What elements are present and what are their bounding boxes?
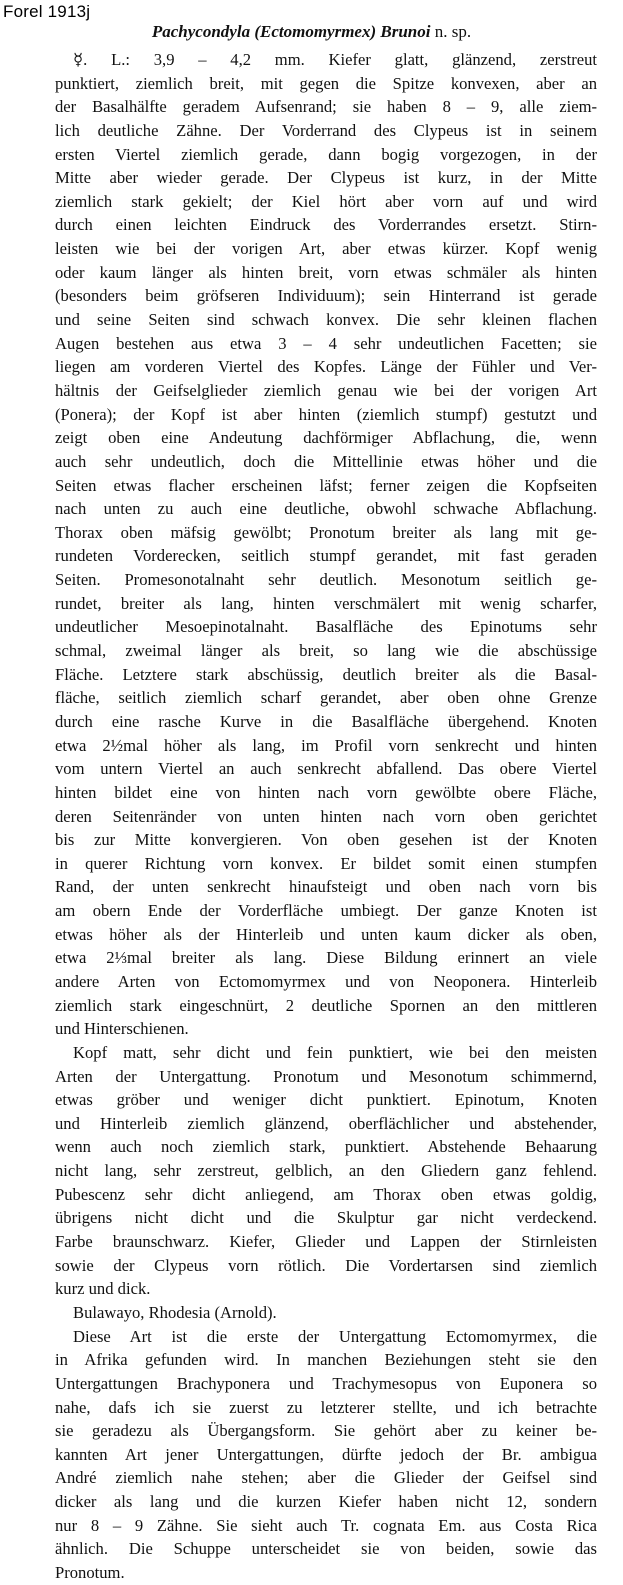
text-line: bis zur Mitte konvergieren. Von oben gesehen ist der Knoten (55, 830, 597, 850)
text-line: und Hinterschienen. (55, 1019, 189, 1039)
text-line: Bulawayo, Rhodesia (Arnold). (73, 1302, 277, 1322)
text-line: etwa 2⅓mal breiter als lang. Diese Bildung erinnert an viele (55, 948, 597, 968)
text-line: punktiert, ziemlich breit, mit gegen die Spitze konvexen, aber an (55, 73, 597, 93)
text-line: durch einen leichten Eindruck des Vorderrandes ersetzt. Stirn- (55, 215, 597, 235)
title-suffix: n. sp. (434, 22, 472, 41)
text-line: ziemlich stark gekielt; der Kiel hört aber vorn auf und wird (55, 191, 597, 211)
text-line: Farbe braunschwarz. Kiefer, Glieder und Lappen der Stirnleisten (55, 1232, 597, 1252)
text-line: Thorax oben mäfsig gewölbt; Pronotum breiter als lang mit ge- (55, 522, 597, 542)
text-line: kurz und dick. (55, 1279, 151, 1299)
text-line: Seiten etwas flacher erscheinen läfst; ferner zeigen die Kopfseiten (55, 475, 597, 495)
text-line: etwa 2½mal höher als lang, im Profil vorn senkrecht und hinten (55, 735, 597, 755)
text-line: André ziemlich nahe stehen; aber die Glieder der Geifsel sind (55, 1468, 597, 1488)
text-line: etwas höher als der Hinterleib und unten kaum dicker als oben, (55, 924, 597, 944)
text-line: wenn auch noch ziemlich stark, punktiert. Abstehende Behaarung (55, 1137, 597, 1157)
text-line: deren Seitenränder von unten hinten nach vorn oben gerichtet (55, 806, 597, 826)
text-line: zeigt oben eine Andeutung dachförmiger Abflachung, die, wenn (55, 428, 597, 448)
text-line: Untergattungen Brachyponera und Trachymesopus von Euponera so (55, 1373, 597, 1393)
text-line: Diese Art ist die erste der Untergattung Ectomomyrmex, die (73, 1326, 597, 1346)
text-line: der Basalhälfte geradem Aufsenrand; sie haben 8 – 9, alle ziem- (55, 97, 597, 117)
text-line: nicht lang, sehr zerstreut, gelblich, an den Gliedern ganz fehlend. (55, 1161, 597, 1181)
text-line: andere Arten von Ectomomyrmex und von Neoponera. Hinterleib (55, 971, 597, 991)
text-line: ☿. L.: 3,9 – 4,2 mm. Kiefer glatt, glänzend, zerstreut (73, 50, 597, 69)
text-line: (Ponera); der Kopf ist aber hinten (ziemlich stumpf) gestutzt und (55, 404, 597, 424)
text-line: (besonders beim gröfseren Individuum); sein Hinterrand ist gerade (55, 286, 597, 306)
text-line: kannten Art jener Untergattungen, dürfte jedoch der Br. ambigua (55, 1444, 597, 1464)
text-line: hältnis der Geifselglieder ziemlich genau wie bei der vorigen Art (55, 380, 597, 400)
text-line: lich deutliche Zähne. Der Vorderrand des Clypeus ist in seinem (55, 120, 597, 140)
text-line: nahe, dafs ich sie zuerst zu letzterer stellte, und ich betrachte (55, 1397, 597, 1417)
text-line: am obern Ende der Vorderfläche umbiegt. Der ganze Knoten ist (55, 901, 597, 921)
text-line: liegen am vorderen Viertel des Kopfes. Länge der Fühler und Ver- (55, 357, 597, 377)
text-line: durch eine rasche Kurve in die Basalfläche übergehend. Knoten (55, 711, 597, 731)
text-line: rundeten Vorderecken, seitlich stumpf gerandet, mit fast geraden (55, 546, 597, 566)
text-line: etwas gröber und weniger dicht punktiert. Epinotum, Knoten (55, 1090, 597, 1110)
text-line: nach unten zu auch eine deutliche, obwohl schwache Abflachung. (55, 499, 597, 519)
text-line: Rand, der unten senkrecht hinaufsteigt und oben nach vorn bis (55, 877, 597, 897)
text-line: oder kaum länger als hinten breit, vorn etwas schmäler als hinten (55, 262, 597, 282)
text-line: hinten bildet eine von hinten nach vorn gewölbte obere Fläche, (55, 782, 597, 802)
text-line: übrigens nicht dicht und die Skulptur gar nicht verdeckend. (55, 1208, 597, 1228)
text-line: auch sehr undeutlich, doch die Mittellinie etwas höher und die (55, 451, 597, 471)
species-title (0, 22, 623, 42)
text-line: Augen bestehen aus etwa 3 – 4 sehr undeutlichen Facetten; sie (55, 333, 597, 353)
text-line: rundet, breiter als lang, hinten verschmälert mit wenig scharfer, (55, 593, 597, 613)
text-line: undeutlicher Mesoepinotalnaht. Basalfläche des Epinotums sehr (55, 617, 597, 637)
title-species: Brunoi (380, 22, 431, 41)
text-line: und Hinterleib ziemlich glänzend, oberflächlicher und abstehender, (55, 1113, 597, 1133)
text-line: Fläche. Letztere stark abschüssig, deutlich breiter als die Basal- (55, 664, 597, 684)
text-line: leisten wie bei der vorigen Art, aber etwas kürzer. Kopf wenig (55, 239, 597, 259)
text-line: Seiten. Promesonotalnaht sehr deutlich. Mesonotum seitlich ge- (55, 570, 597, 590)
text-line: fläche, seitlich ziemlich scharf gerandet, aber oben ohne Grenze (55, 688, 597, 708)
text-line: schmal, zweimal länger als breit, so lang wie die abschüssige (55, 641, 597, 661)
text-line: ersten Viertel ziemlich gerade, dann bogig vorgezogen, in der (55, 144, 597, 164)
title-genus: Pachycondyla (Ectomomyrmex) (151, 22, 377, 41)
text-line: und seine Seiten sind schwach konvex. Die sehr kleinen flachen (55, 310, 597, 330)
text-line: in Afrika gefunden wird. In manchen Beziehungen steht sie den (55, 1350, 597, 1370)
text-line: in querer Richtung vorn konvex. Er bildet somit einen stumpfen (55, 853, 597, 873)
text-line: Arten der Untergattung. Pronotum und Mesonotum schimmernd, (55, 1066, 597, 1086)
text-line: sowie der Clypeus vorn rötlich. Die Vordertarsen sind ziemlich (55, 1255, 597, 1275)
reference-label: Forel 1913j (3, 2, 91, 21)
text-line: vom untern Viertel an auch senkrecht abfallend. Das obere Viertel (55, 759, 597, 779)
text-line: Mitte aber wieder gerade. Der Clypeus ist kurz, in der Mitte (55, 168, 597, 188)
text-line: ähnlich. Die Schuppe unterscheidet sie von beiden, sowie das (55, 1539, 597, 1559)
text-line: Pubescenz sehr dicht anliegend, am Thorax oben etwas goldig, (55, 1184, 597, 1204)
text-line: Pronotum. (55, 1563, 125, 1582)
text-line: ziemlich stark eingeschnürt, 2 deutliche Spornen an den mittleren (55, 995, 597, 1015)
text-line: sie geradezu als Übergangsform. Sie gehört aber zu keiner be- (55, 1421, 597, 1441)
text-line: nur 8 – 9 Zähne. Sie sieht auch Tr. cognata Em. aus Costa Rica (55, 1515, 597, 1535)
text-line: Kopf matt, sehr dicht und fein punktiert, wie bei den meisten (73, 1042, 597, 1062)
text-line: dicker als lang und die kurzen Kiefer haben nicht 12, sondern (55, 1492, 597, 1512)
document-body (55, 48, 597, 1585)
